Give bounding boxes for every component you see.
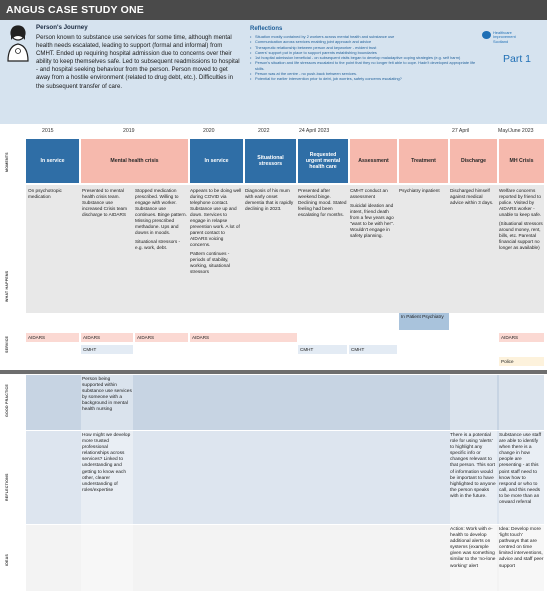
logo-line3: Scotland (493, 38, 509, 44)
page-title: ANGUS CASE STUDY ONE (0, 0, 547, 20)
what-happens-cell: Presented to mental health crisis team. Substance use increased Crisis team discharge to AIDARS (82, 188, 128, 217)
healthcare-improvement-logo (482, 31, 542, 44)
good-practice-note: Person being supported within substance use services by someone with a background in mental health nursing (82, 377, 132, 413)
service-aidars: AIDARS (26, 333, 79, 342)
reflections-heading: Reflections (250, 26, 283, 32)
service-aidars: AIDARS (81, 333, 133, 342)
persons-journey (36, 24, 241, 91)
inpatient-psychiatry-box: In Patient Psychiatry (399, 313, 449, 330)
ideas-label: IDEAS (5, 554, 9, 566)
reflections-list (250, 34, 476, 82)
service-label: SERVICE (5, 335, 9, 353)
year-label: 27 April (452, 128, 470, 134)
moment-discharge: Discharge (450, 139, 497, 183)
moment-situational-stressors: Situational stressors (245, 139, 296, 183)
reflection-item: • Therapeutic relationship between person and keyworker - evident trust (250, 45, 476, 50)
good-practice-label: GOOD PRACTICE (5, 384, 9, 418)
service-aidars: AIDARS (190, 333, 297, 342)
idea-note: Idea: Develop more 'light touch' pathways that are centred on time limited interventions, advice and staff peer support (499, 527, 544, 569)
what-happens-label: WHAT HAPPENS (5, 270, 9, 302)
reflection-note: There is a potential role for using 'alerts' to highlight any specific info or changes relevant to that person. This sort of information would be important to have highlighted to anyone the person speaks with in the future. (450, 433, 496, 499)
journey-heading: Person's Journey (36, 24, 88, 31)
year-label: 2015 (42, 128, 54, 134)
moment-treatment: Treatment (399, 139, 448, 183)
reflection-note: Substance use staff are able to identify when there is a change in how people are presenting - at this point staff need to know how to respond or who to call, and this needs to be more than an onward referral (499, 433, 542, 506)
service-aidars: AIDARS (135, 333, 188, 342)
reflection-note: How might we develop more trusted professional relationships across services? Linked to understanding and getting to know each other, clearer understanding of roles/expertise (82, 433, 131, 493)
journey-text: Person known to substance use services for some time, although mental health needs escalated, leading to support (formal and informal) from CMHT. Ended up requiring hospital admission due to concerns over their ability to keep themselves safe. Led to subsequent readmissions to hospital - and hospital seeking behaviour from the person. Person moved to get away from a hostile environment (related to drug debt, etc.). Difficulties in the subsequent transfer of care. (36, 34, 240, 90)
moment-mental-health-crisis: Mental health crisis (81, 139, 188, 183)
reflection-item: • Carers' support put in place to support parents establishing boundaries (250, 50, 476, 55)
what-happens-cell: Welfare concerns reported by friend to police. Visited by AIDARS worker - unable to keep safe. (Situational stressors around money, rent, bills, etc. Parental financial support no longer as available) (499, 188, 543, 250)
moment-assessment: Assessment (350, 139, 397, 183)
year-label: 24 April 2023 (299, 128, 330, 134)
reflection-item: • Person's situation and life stressors escalated to the point that they no longer felt able to cope. Hadn't developed appropriate life skills. (250, 60, 476, 71)
moments-label: MOMENTS (5, 152, 9, 172)
service-police: Police (499, 357, 544, 366)
what-happens-cell: CMHT conduct an assessment Suicidal ideation and intent, friend death from a few years ago "want to be with her". Wouldn't engage in safety planning. (350, 188, 394, 238)
what-happens-cell: On psychotropic medication (28, 188, 62, 199)
what-happens-cell: Appears to be doing well during COVID via telephone contact. Substance use up and down. Services to engage in relapse prevention work. A lot of parent contact to AIDARS voicing concerns. Pattern continues - periods of stability, working, situational stressors (190, 188, 242, 274)
year-label: 2020 (203, 128, 215, 134)
service-cmht: CMHT (81, 345, 133, 354)
moment-in-service: In service (26, 139, 79, 183)
what-happens-cell: Discharged himself against medical advice within 3 days. (450, 188, 494, 205)
reflection-item: • Potential for earlier intervention prior to debt, job worries, safety concerns escalating? (250, 76, 476, 81)
year-label: 2022 (258, 128, 270, 134)
moment-requested-urgent-care: Requested urgent mental health care (298, 139, 348, 183)
moment-mh-crisis: MH Crisis (499, 139, 544, 183)
reflections-label: REFLECTIONS (5, 473, 9, 501)
year-label: 2019 (123, 128, 135, 134)
idea-note: Action: Work with e-health to develop additional alerts on systems (example given was something similar to the 'no-lone working' alert (450, 527, 496, 569)
year-label: May/June 2023 (498, 128, 534, 134)
what-happens-cell: Presented after weekend binge. Declining mood. Stated feeling had been escalating for months. (298, 188, 347, 217)
reflection-item: • Situation mostly contained by 2 workers across mental health and substance use (250, 34, 476, 39)
logo-line1: Healthcare (493, 30, 512, 35)
logo-line2: Improvement (493, 34, 516, 40)
service-cmht: CMHT (298, 345, 347, 354)
service-cmht: CMHT (349, 345, 397, 354)
reflection-item: • Person was at the centre - no push-back between services. (250, 71, 476, 76)
reflections-panel (250, 26, 476, 82)
service-aidars: AIDARS (499, 333, 544, 342)
logo-mark-icon (482, 31, 491, 39)
person-icon (6, 24, 30, 62)
what-happens-cell: Diagnosis of his mum with early onset dementia that is rapidly declining in 2023. (245, 188, 294, 211)
reflection-item: • 1st hospital admission beneficial - on subsequent visits began to develop maladaptive coping strategies (e.g. self harm) (250, 55, 476, 60)
moment-in-service: In service (190, 139, 243, 183)
section-divider (0, 370, 547, 374)
reflection-item: • Communication across services enabling joint approach and advice (250, 39, 476, 44)
what-happens-cell: Stopped medication prescribed. Willing to engage with worker. Substance use continues. Binge pattern. Missing prescribed methadone. Ups and downs in moods. Situational stressors - e.g. work, debt. (135, 188, 187, 250)
what-happens-cell: Psychiatry inpatient (399, 188, 440, 193)
part-label: Part 1 (502, 53, 531, 65)
